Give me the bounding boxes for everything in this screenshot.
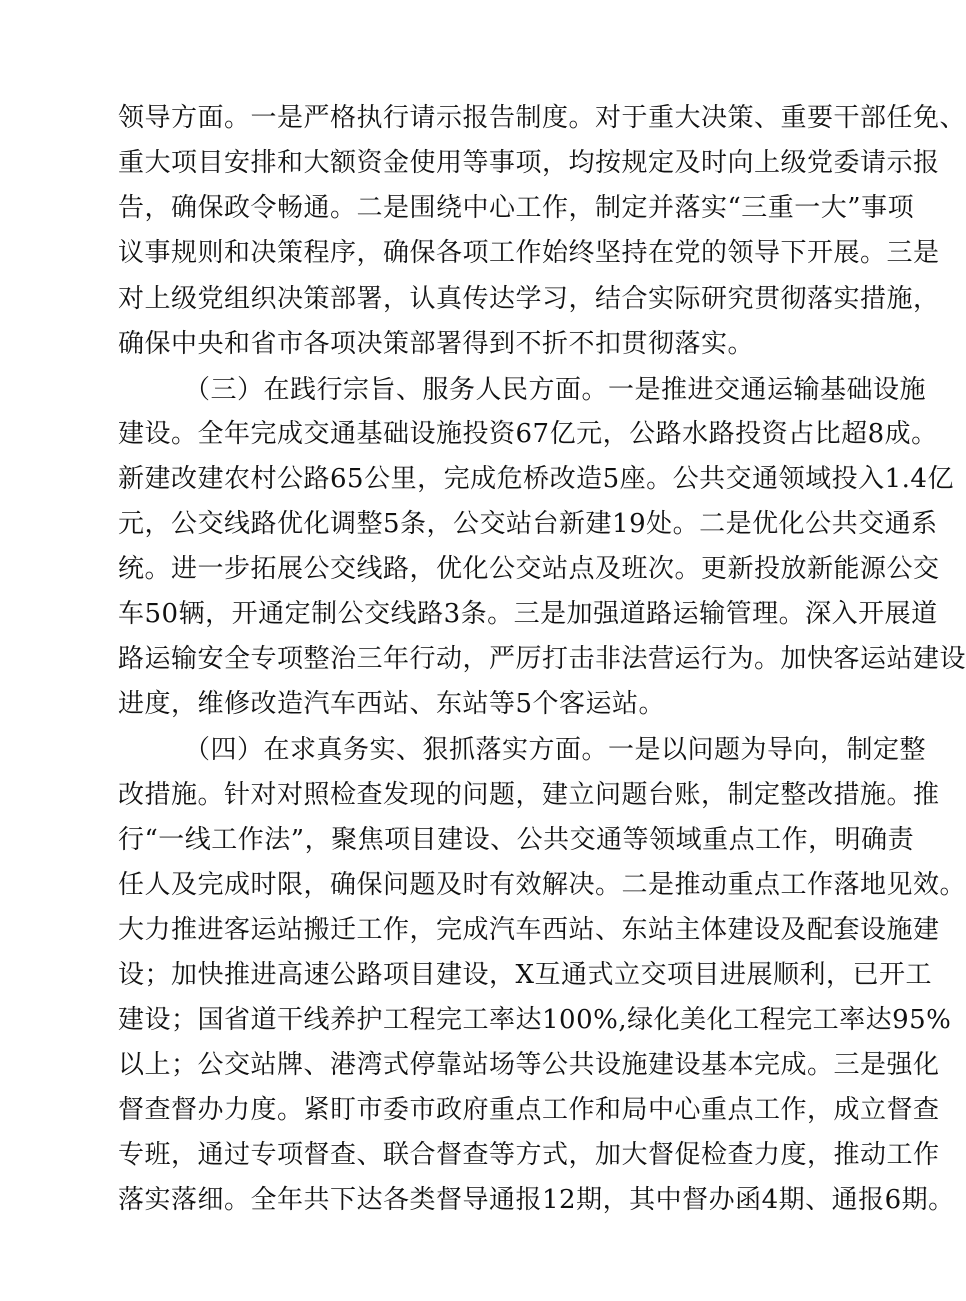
paragraph-line: 元，公交线路优化调整5条，公交站台新建19处。二是优化公共交通系	[118, 509, 938, 539]
paragraph-line: 路运输安全专项整治三年行动，严厉打击非法营运行为。加快客运站建设	[118, 644, 966, 674]
paragraph-line: 车50辆，开通定制公交线路3条。三是加强道路运输管理。深入开展道	[118, 599, 938, 629]
paragraph-line: 行“一线工作法”，聚焦项目建设、公共交通等领域重点工作，明确责	[118, 825, 915, 855]
paragraph-line: 进度，维修改造汽车西站、东站等5个客运站。	[118, 689, 666, 719]
paragraph-line: 任人及完成时限，确保问题及时有效解决。二是推动重点工作落地见效。	[118, 870, 966, 900]
paragraph-line: 领导方面。一是严格执行请示报告制度。对于重大决策、重要干部任免、	[118, 103, 966, 133]
section-heading-line: （四）在求真务实、狠抓落实方面。一是以问题为导向，制定整	[184, 735, 927, 765]
paragraph-line: 改措施。针对对照检查发现的问题，建立问题台账，制定整改措施。推	[118, 780, 940, 810]
paragraph-line: 建设。全年完成交通基础设施投资67亿元，公路水路投资占比超8成。	[118, 419, 938, 449]
paragraph-line: 设；加快推进高速公路项目建设，X互通式立交项目进展顺利，已开工	[118, 960, 933, 990]
paragraph-line: 落实落细。全年共下达各类督导通报12期，其中督办函4期、通报6期。	[118, 1185, 955, 1215]
paragraph-line: 以上；公交站牌、港湾式停靠站场等公共设施建设基本完成。三是强化	[118, 1050, 940, 1080]
paragraph-line: 告，确保政令畅通。二是围绕中心工作，制定并落实“三重一大”事项	[118, 193, 915, 223]
paragraph-line: 大力推进客运站搬迁工作，完成汽车西站、东站主体建设及配套设施建	[118, 915, 940, 945]
paragraph-line: 新建改建农村公路65公里，完成危桥改造5座。公共交通领域投入1.4亿	[118, 464, 954, 494]
paragraph-line: 重大项目安排和大额资金使用等事项，均按规定及时向上级党委请示报	[118, 148, 940, 178]
paragraph-line: 确保中央和省市各项决策部署得到不折不扣贯彻落实。	[118, 329, 755, 359]
paragraph-line: 议事规则和决策程序，确保各项工作始终坚持在党的领导下开展。三是	[118, 238, 940, 268]
paragraph-line: 建设；国省道干线养护工程完工率达100%,绿化美化工程完工率达95%	[118, 1005, 952, 1035]
paragraph-line: 督查督办力度。紧盯市委市政府重点工作和局中心重点工作，成立督查	[118, 1095, 940, 1125]
paragraph-line: 统。进一步拓展公交线路，优化公交站点及班次。更新投放新能源公交	[118, 554, 940, 584]
paragraph-line: 专班，通过专项督查、联合督查等方式，加大督促检查力度，推动工作	[118, 1140, 940, 1170]
paragraph-line: 对上级党组织决策部署，认真传达学习，结合实际研究贯彻落实措施，	[118, 284, 940, 314]
section-heading-line: （三）在践行宗旨、服务人民方面。一是推进交通运输基础设施	[184, 375, 927, 405]
